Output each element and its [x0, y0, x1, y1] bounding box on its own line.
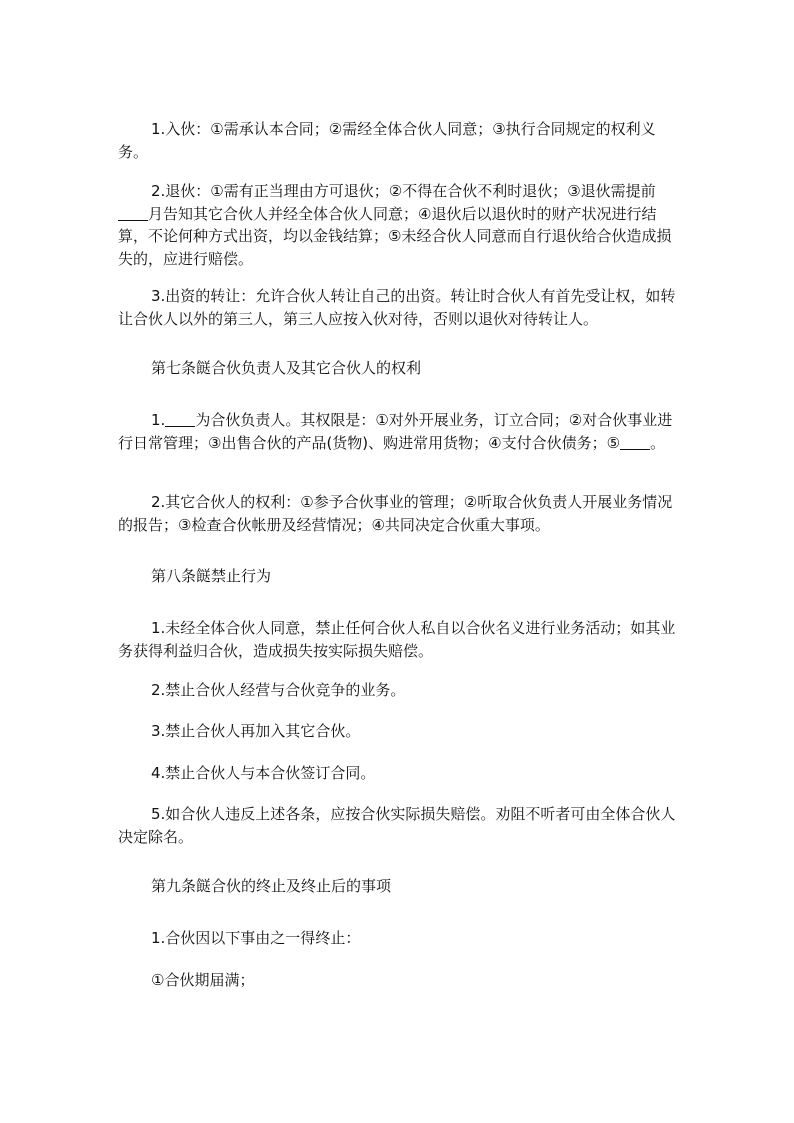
paragraph-termination-sub1: ①合伙期届满； — [151, 971, 255, 989]
paragraph-withdrawal — [118, 180, 678, 270]
paragraph-admission: 1.入伙：①需承认本合同；②需经全体合伙人同意；③执行合同规定的权利义务。 — [118, 120, 656, 161]
paragraph-other-partner-rights: 2.其它合伙人的权利：①参予合伙事业的管理；②听取合伙负责人开展业务情况的报告；③检查合伙帐册及经营情况；④共同决定合伙重大事项。 — [118, 493, 673, 534]
paragraph-termination-1: 1.合伙因以下事由之一得终止： — [151, 929, 361, 947]
paragraph-prohibition-4: 4.禁止合伙人与本合伙签订合同。 — [151, 764, 376, 782]
section7-heading: 第七条餸合伙负责人及其它合伙人的权利 — [151, 359, 422, 377]
blank-line — [620, 433, 650, 450]
section8-heading: 第八条餸禁止行为 — [151, 567, 272, 585]
paragraph-prohibition-3: 3.禁止合伙人再加入其它合伙。 — [151, 722, 361, 740]
responsible-text-part2: 为合伙负责人。其权限是：①对外开展业务，订立合同；②对合伙事业进行日常管理；③出售合伙的产品(货物)、购进常用货物；④支付合伙债务；⑤ — [118, 411, 673, 452]
paragraph-capital-transfer: 3.出资的转让：允许合伙人转让自己的出资。转让时合伙人有首先受让权，如转让合伙人以外的第三人，第三人应按入伙对待，否则以退伙对待转让人。 — [118, 287, 676, 328]
withdrawal-text-part1: 2.退伙：①需有正当理由方可退伙；②不得在合伙不利时退伙；③退伙需提前 — [151, 182, 656, 200]
paragraph-prohibition-5: 5.如合伙人违反上述各条，应按合伙实际损失赔偿。劝阻不听者可由全体合伙人决定除名。 — [118, 805, 676, 846]
withdrawal-text-part2: 月告知其它合伙人并经全体合伙人同意；④退伙后以退伙时的财产状况进行结算，不论何种方式出资，均以金钱结算；⑤未经合伙人同意而自行退伙给合伙造成损失的，应进行赔偿。 — [118, 204, 672, 268]
blank-line — [165, 410, 195, 427]
paragraph-responsible-partner — [118, 409, 678, 454]
responsible-text-part3: 。 — [650, 433, 666, 452]
paragraph-prohibition-2: 2.禁止合伙人经营与合伙竞争的业务。 — [151, 681, 406, 699]
paragraph-prohibition-1: 1.未经全体合伙人同意，禁止任何合伙人私自以合伙名义进行业务活动；如其业务获得利益归合伙，造成损失按实际损失赔偿。 — [118, 619, 676, 660]
blank-line — [118, 204, 148, 221]
responsible-text-part1: 1. — [151, 411, 166, 429]
section9-heading: 第九条餸合伙的终止及终止后的事项 — [151, 877, 392, 895]
